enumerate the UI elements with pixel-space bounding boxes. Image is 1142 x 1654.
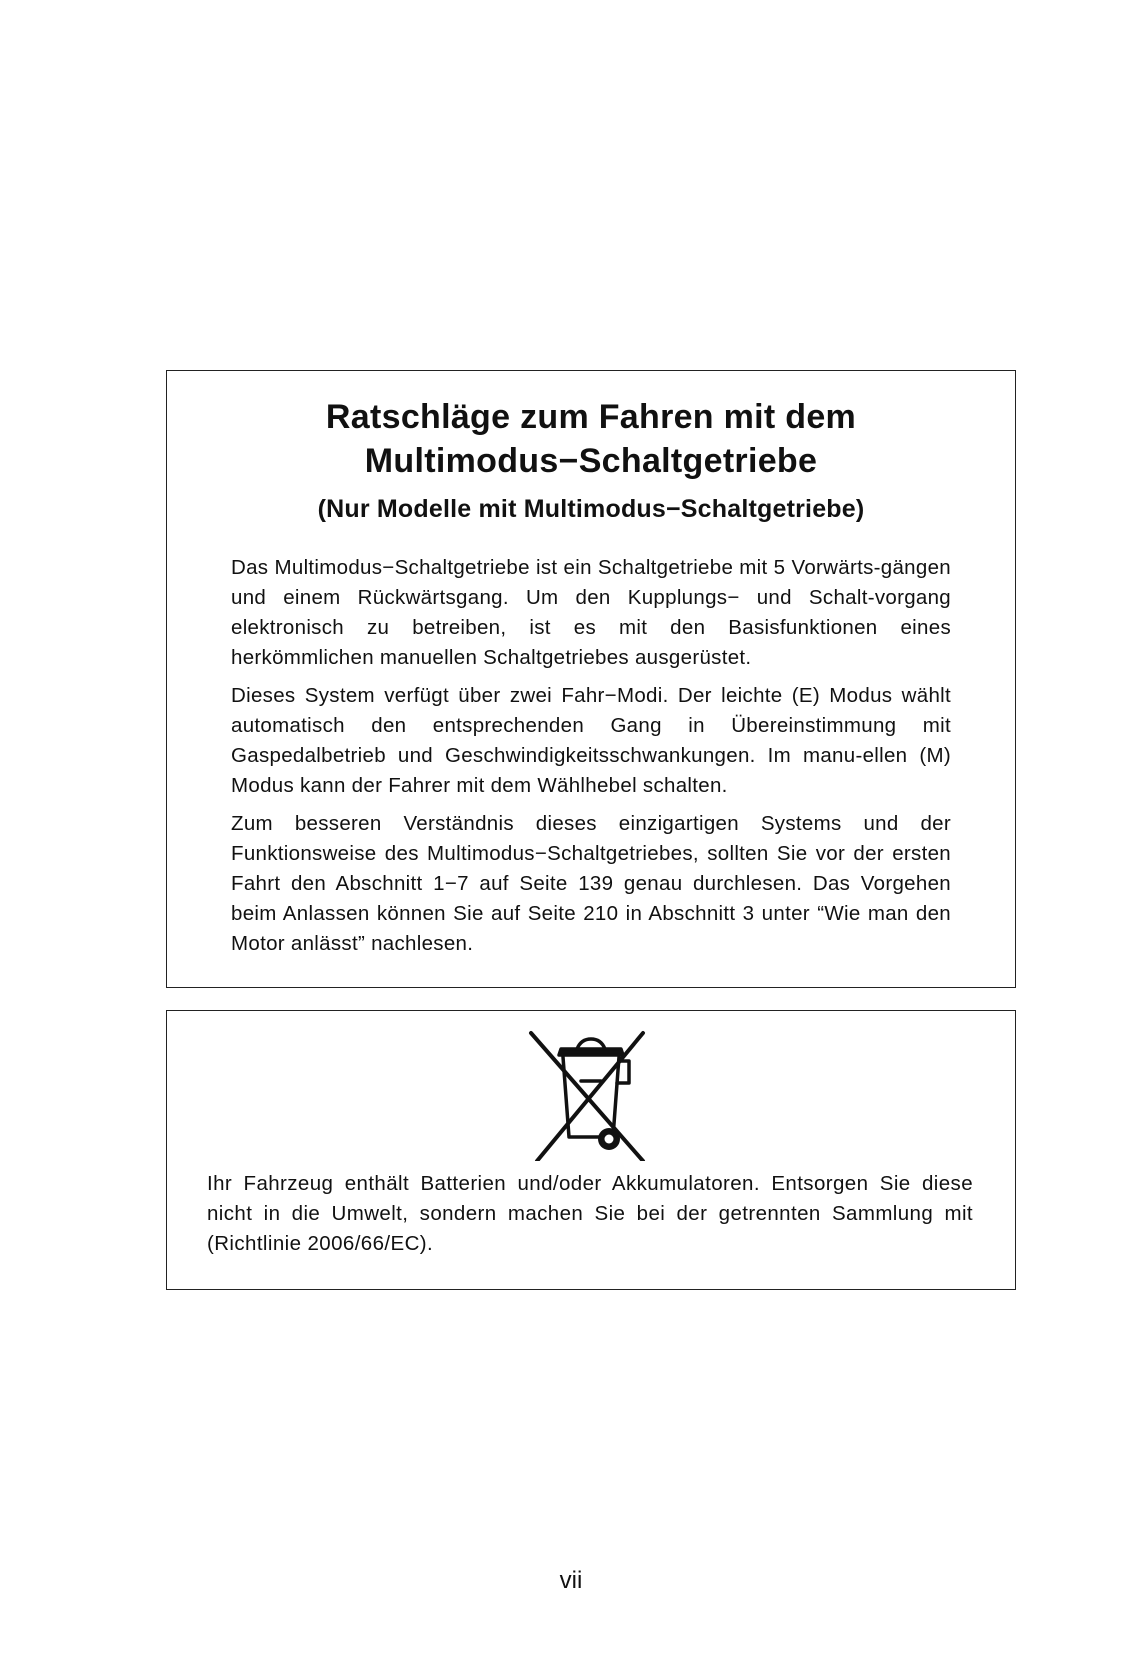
page-number: vii <box>559 1567 583 1594</box>
notice-paragraph-2: Dieses System verfügt über zwei Fahr−Modi. Der leichte (E) Modus wählt automatisch den entsprechenden Gang in Übereinstimmung mit Gaspedalbetrieb und Geschwindigkeitsschwankungen. Im manu-ellen (M) Modus kann der Fahrer mit dem Wählhebel schalten. <box>231 684 951 797</box>
notice-title-line-1: Ratschläge zum Fahren mit dem <box>325 398 857 436</box>
notice-title-line-2: Multimodus−Schaltgetriebe <box>364 442 818 480</box>
notice-subtitle: (Nur Modelle mit Multimodus−Schaltgetriebe) <box>317 495 865 523</box>
notice-paragraph-3: Zum besseren Verständnis dieses einzigartigen Systems und der Funktionsweise des Multimodus−Schaltgetriebes, sollten Sie vor der ersten Fahrt den Abschnitt 1−7 auf Seite 139 genau durchlesen. Das Vorgehen beim Anlassen können Sie auf Seite 210 in Abschnitt 3 unter “Wie man den Motor anlässt” nachlesen. <box>231 812 951 955</box>
battery-disposal-text: Ihr Fahrzeug enthält Batterien und/oder Akkumulatoren. Entsorgen Sie diese nicht in die Umwelt, sondern machen Sie bei der getrennten Sammlung mit (Richtlinie 2006/66/EC). <box>207 1172 973 1255</box>
battery-disposal-box <box>166 1010 1016 1290</box>
notice-paragraph-1: Das Multimodus−Schaltgetriebe ist ein Schaltgetriebe mit 5 Vorwärts-gängen und einem Rückwärtsgang. Um den Kupplungs− und Schalt-vorgang elektronisch zu betreiben, ist es mit den Basisfunktionen eines herkömmlichen manuellen Schaltgetriebes ausgerüstet. <box>231 556 951 669</box>
crossed-out-wheelie-bin-icon <box>517 1021 657 1161</box>
notice-body <box>231 553 951 967</box>
transmission-notice-box <box>166 370 1016 988</box>
